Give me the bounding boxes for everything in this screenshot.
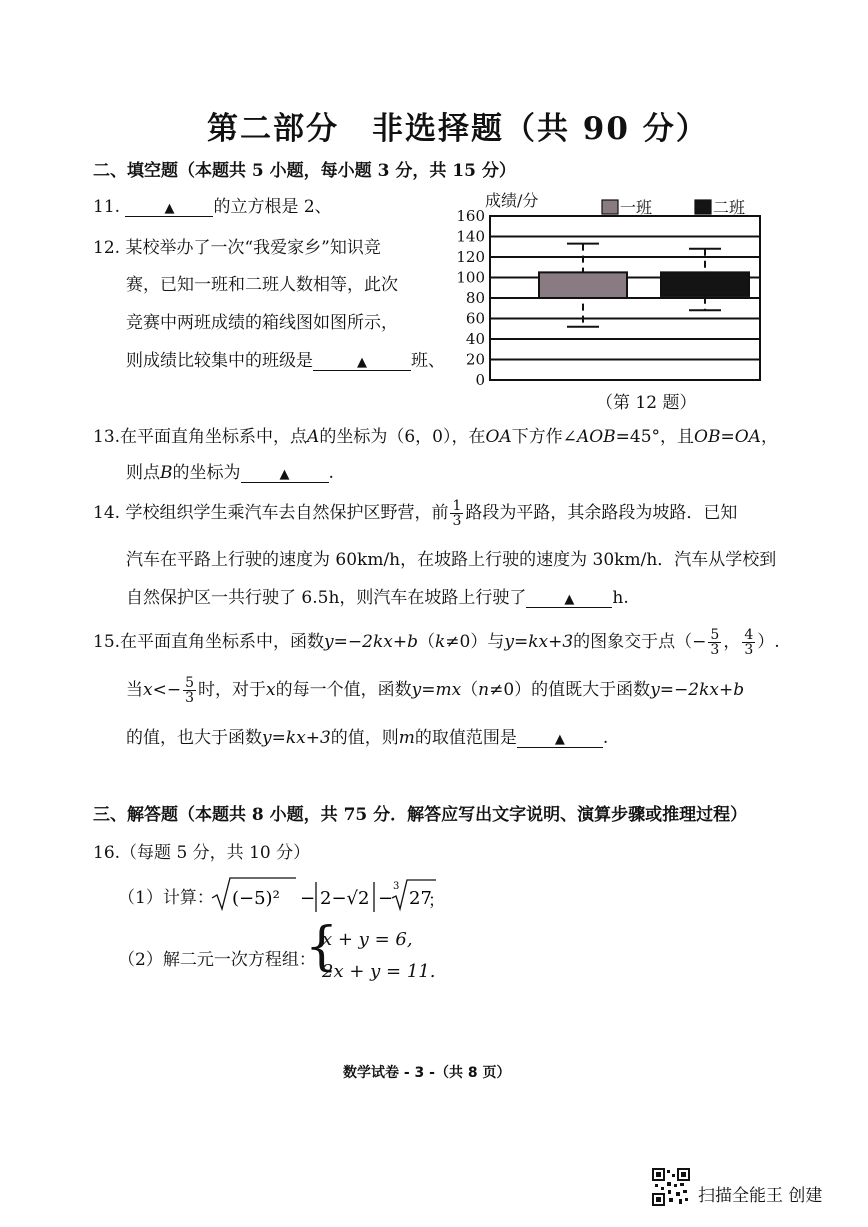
answer-blank (313, 353, 411, 371)
question-text: ， (760, 427, 778, 447)
equation-1: x + y = 6, (322, 929, 413, 950)
triangle-icon: ▲ (164, 201, 175, 216)
fraction-denominator: 3 (710, 642, 720, 658)
minus-sign: − (300, 888, 316, 909)
question-text: （每题 5 分，共 10 分） (120, 843, 311, 863)
question-16-heading (93, 838, 310, 863)
variable: OB=OA (694, 427, 761, 447)
question-number: 12. (93, 238, 121, 258)
variable: x (143, 680, 153, 700)
question-text: 某校举办了一次“我爱家乡”知识竞 (125, 238, 381, 258)
question-number: 14. (93, 503, 121, 523)
question-15-line-1 (93, 627, 780, 657)
question-text: ≠0）与 (445, 632, 505, 652)
cube-root-radicand: 27 (409, 888, 432, 909)
y-tick-label: 100 (456, 268, 485, 287)
question-text: . (602, 728, 609, 748)
triangle-icon: ▲ (279, 467, 290, 482)
question-14-line-3 (126, 583, 629, 608)
fraction-numerator: 1 (452, 498, 462, 514)
fraction-numerator: 5 (185, 675, 195, 691)
box-plot-chart (440, 194, 770, 394)
question-text: 则点 (126, 463, 160, 483)
question-text: 在平面直角坐标系中，函数 (120, 632, 325, 652)
question-text: ≠0）的值既大于函数 (489, 680, 651, 700)
legend-swatch (695, 200, 711, 214)
y-tick-label: 0 (475, 371, 485, 389)
question-text: 在平面直角坐标系中，点 (120, 427, 308, 447)
variable: n (478, 680, 490, 700)
section-3-heading: 三、解答题（本题共 8 小题，共 75 分．解答应写出文字说明、演算步骤或推理过程） (93, 805, 748, 825)
question-12-line-1 (93, 233, 381, 258)
cube-root-index: 3 (393, 881, 400, 892)
question-text: 当 (126, 680, 143, 700)
qr-code-icon (652, 1168, 690, 1206)
answer-blank (125, 199, 213, 217)
triangle-icon: ▲ (357, 355, 367, 370)
question-text: 的立方根是 2、 (213, 197, 332, 217)
question-text: <− (152, 680, 182, 700)
question-text: 的取值范围是 (414, 728, 517, 748)
question-text: ）. (757, 632, 780, 652)
question-14-line-1 (93, 498, 737, 528)
question-15-line-2 (126, 675, 744, 705)
variable: A (307, 427, 320, 447)
question-text: . (328, 463, 334, 483)
question-text: 路段为平路，其余路段为坡路．已知 (465, 503, 738, 523)
question-text: =45°，且 (615, 427, 695, 447)
triangle-icon: ▲ (554, 732, 565, 747)
question-text: 则成绩比较集中的班级是 (126, 351, 313, 371)
box-body (539, 272, 627, 298)
semicolon: ； (428, 891, 445, 911)
chart-ylabel: 成绩/分 (485, 191, 539, 210)
question-text: 的每一个值，函数 (275, 680, 412, 700)
variable: B (160, 463, 173, 483)
question-text: （ (461, 680, 479, 700)
question-12-line-2: 赛，已知一班和二班人数相等，此次 (126, 275, 398, 295)
fraction-denominator: 3 (185, 690, 195, 706)
equation-2: 2x + y = 11. (322, 961, 436, 982)
question-text: 班、 (411, 351, 445, 371)
variable: k (434, 632, 446, 652)
question-text: 的值，则 (330, 728, 399, 748)
question-11 (93, 192, 332, 217)
minus-sign: − (378, 888, 394, 909)
y-tick-label: 160 (456, 207, 485, 225)
y-tick-label: 120 (456, 248, 485, 266)
chart-caption: （第 12 题） (596, 393, 697, 413)
question-number: 13. (93, 427, 121, 447)
question-12-line-4 (126, 346, 445, 371)
question-15-line-3 (126, 723, 608, 748)
question-16-part-1-label: （1）计算： (118, 888, 214, 908)
section-2-heading: 二、填空题（本题共 5 小题，每小题 3 分，共 15 分） (93, 161, 516, 181)
fraction-numerator: 4 (744, 627, 754, 643)
answer-blank (526, 590, 612, 608)
fraction-denominator: 3 (452, 513, 462, 529)
y-tick-label: 140 (456, 227, 485, 246)
question-text: 的图象交于点（− (573, 632, 707, 652)
function: y=−2kx+b (324, 632, 418, 652)
variable: AOB (576, 427, 616, 447)
function: y=−2kx+b (650, 680, 745, 700)
fraction (450, 499, 463, 528)
function: y=kx+3 (504, 632, 574, 652)
y-tick-label: 40 (465, 330, 485, 348)
question-text: 学校组织学生乘汽车去自然保护区野营，前 (125, 503, 449, 523)
fraction-numerator: 5 (710, 627, 720, 643)
question-13-line-2 (126, 458, 334, 483)
legend-label: 一班 (620, 198, 653, 217)
question-number: 16. (93, 843, 121, 863)
legend-label: 二班 (713, 198, 746, 217)
question-12-line-3: 竞赛中两班成绩的箱线图如图所示， (126, 313, 398, 333)
box-body (661, 272, 749, 296)
question-text: ， (723, 632, 741, 652)
question-number: 11. (93, 197, 121, 217)
question-16-part-1-expression (210, 872, 440, 916)
y-tick-label: 80 (465, 289, 485, 307)
question-text: 时，对于 (198, 680, 267, 700)
question-text: 的值，也大于函数 (126, 728, 262, 748)
question-14-line-2: 汽车在平路上行驶的速度为 60km/h，在坡路上行驶的速度为 30km/h．汽车从学校到 (126, 550, 777, 570)
question-13-line-1 (93, 422, 778, 447)
variable: m (398, 728, 415, 748)
fraction (183, 676, 196, 705)
watermark-text: 扫描全能王 创建 (698, 1186, 823, 1206)
question-text: h. (612, 588, 629, 608)
abs-content: 2−√2 (320, 888, 370, 909)
left-brace-icon: { (305, 917, 339, 977)
answer-blank (241, 465, 329, 483)
question-number: 15. (93, 632, 121, 652)
question-text: 自然保护区一共行驶了 6.5h，则汽车在坡路上行驶了 (126, 588, 527, 608)
y-tick-label: 60 (465, 309, 485, 328)
legend-swatch (602, 200, 618, 214)
sqrt-radicand: (−5)² (232, 888, 280, 909)
function: y=mx (411, 680, 462, 700)
fraction (708, 628, 721, 657)
page-footer: 数学试卷 - 3 -（共 8 页） (343, 1065, 511, 1081)
question-16-part-2-label: （2）解二元一次方程组： (118, 950, 316, 970)
y-tick-label: 20 (465, 350, 485, 369)
fraction (742, 628, 755, 657)
variable: x (266, 680, 276, 700)
answer-blank (517, 730, 603, 748)
function: y=kx+3 (262, 728, 331, 748)
fraction-denominator: 3 (744, 642, 754, 658)
question-text: 下方作∠ (511, 427, 577, 447)
triangle-icon: ▲ (564, 592, 575, 607)
page-title: 第二部分 非选择题（共 90 分） (207, 111, 709, 147)
question-text: （ (417, 632, 435, 652)
variable: OA (485, 427, 512, 447)
question-text: 的坐标为 (172, 463, 241, 483)
question-text: 的坐标为（6，0），在 (319, 427, 486, 447)
